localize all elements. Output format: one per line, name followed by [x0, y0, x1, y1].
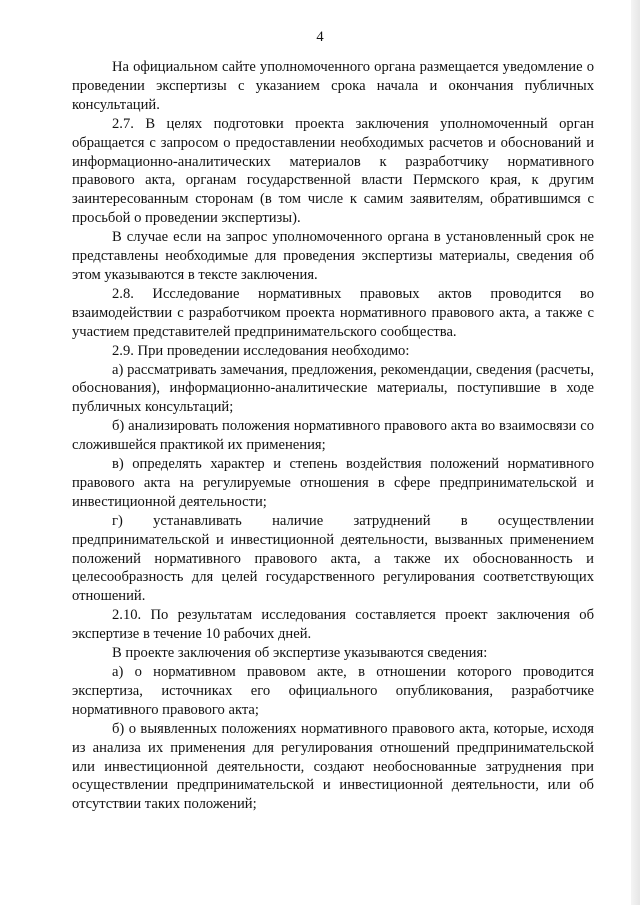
- paragraph-2-9-v: в) определять характер и степень воздействия положений нормативного правового акта на регулируемые отношения в сфере предпринимательской и инвестиционной деятельности;: [72, 456, 594, 510]
- paragraph-2-7: 2.7. В целях подготовки проекта заключения уполномоченный орган обращается с запросом о предоставлении необходимых расчетов и обоснований и информационно-аналитических материалов к разработчику нормативного правового акта, органам государственной власти Пермского края, к другим заинтересованным сторонам (в том числе к самим заявителям, обратившимся с просьбой о проведении экспертизы).: [72, 115, 594, 227]
- paragraph-2-10-info: В проекте заключения об экспертизе указываются сведения:: [112, 645, 488, 662]
- paragraph-notice: На официальном сайте уполномоченного органа размещается уведомление о проведении экспертизы с указанием срока начала и окончания публичных консультаций.: [72, 59, 594, 113]
- paragraph-2-10-b: б) о выявленных положениях нормативного правового акта, которые, исходя из анализа их применения для регулирования отношений предпринимательской или инвестиционной деятельности, создают необоснованные затруднения при осуществлении предпринимательской и инвестиционной деятельности, или об отсутствии таких положений;: [72, 720, 594, 813]
- paragraph-2-9-b: б) анализировать положения нормативного правового акта во взаимосвязи со сложившейся практикой их применения;: [72, 418, 594, 454]
- paragraph-2-9: 2.9. При проведении исследования необходимо:: [112, 342, 410, 359]
- paragraph-2-9-a: а) рассматривать замечания, предложения, рекомендации, сведения (расчеты, обоснования), информационно-аналитические материалы, поступившие в ходе публичных консультаций;: [72, 361, 594, 416]
- paragraph-2-10-a: а) о нормативном правовом акте, в отношении которого проводится экспертиза, источниках его официального опубликования, разработчике нормативного правового акта;: [72, 664, 594, 718]
- paragraph-2-9-g: г) устанавливать наличие затруднений в осуществлении предпринимательской и инвестиционной деятельности, вызванных применением положений нормативного правового акта, а также их обоснованность и целесообразность для целей государственного регулирования соответствующих отношений.: [72, 512, 594, 605]
- paragraph-2-10: 2.10. По результатам исследования составляется проект заключения об экспертизе в течение 10 рабочих дней.: [72, 607, 594, 643]
- page-edge-shadow: [631, 0, 640, 905]
- paragraph-2-8: 2.8. Исследование нормативных правовых актов проводится во взаимодействии с разработчиком проекта нормативного правового акта, а также с участием представителей предпринимательского сообщества.: [72, 285, 594, 340]
- document-body: [72, 58, 594, 814]
- paragraph-2-7-case: В случае если на запрос уполномоченного органа в установленный срок не представлены необходимые для проведения экспертизы материалы, сведения об этом указываются в тексте заключения.: [72, 229, 594, 283]
- page-number: 4: [316, 29, 324, 45]
